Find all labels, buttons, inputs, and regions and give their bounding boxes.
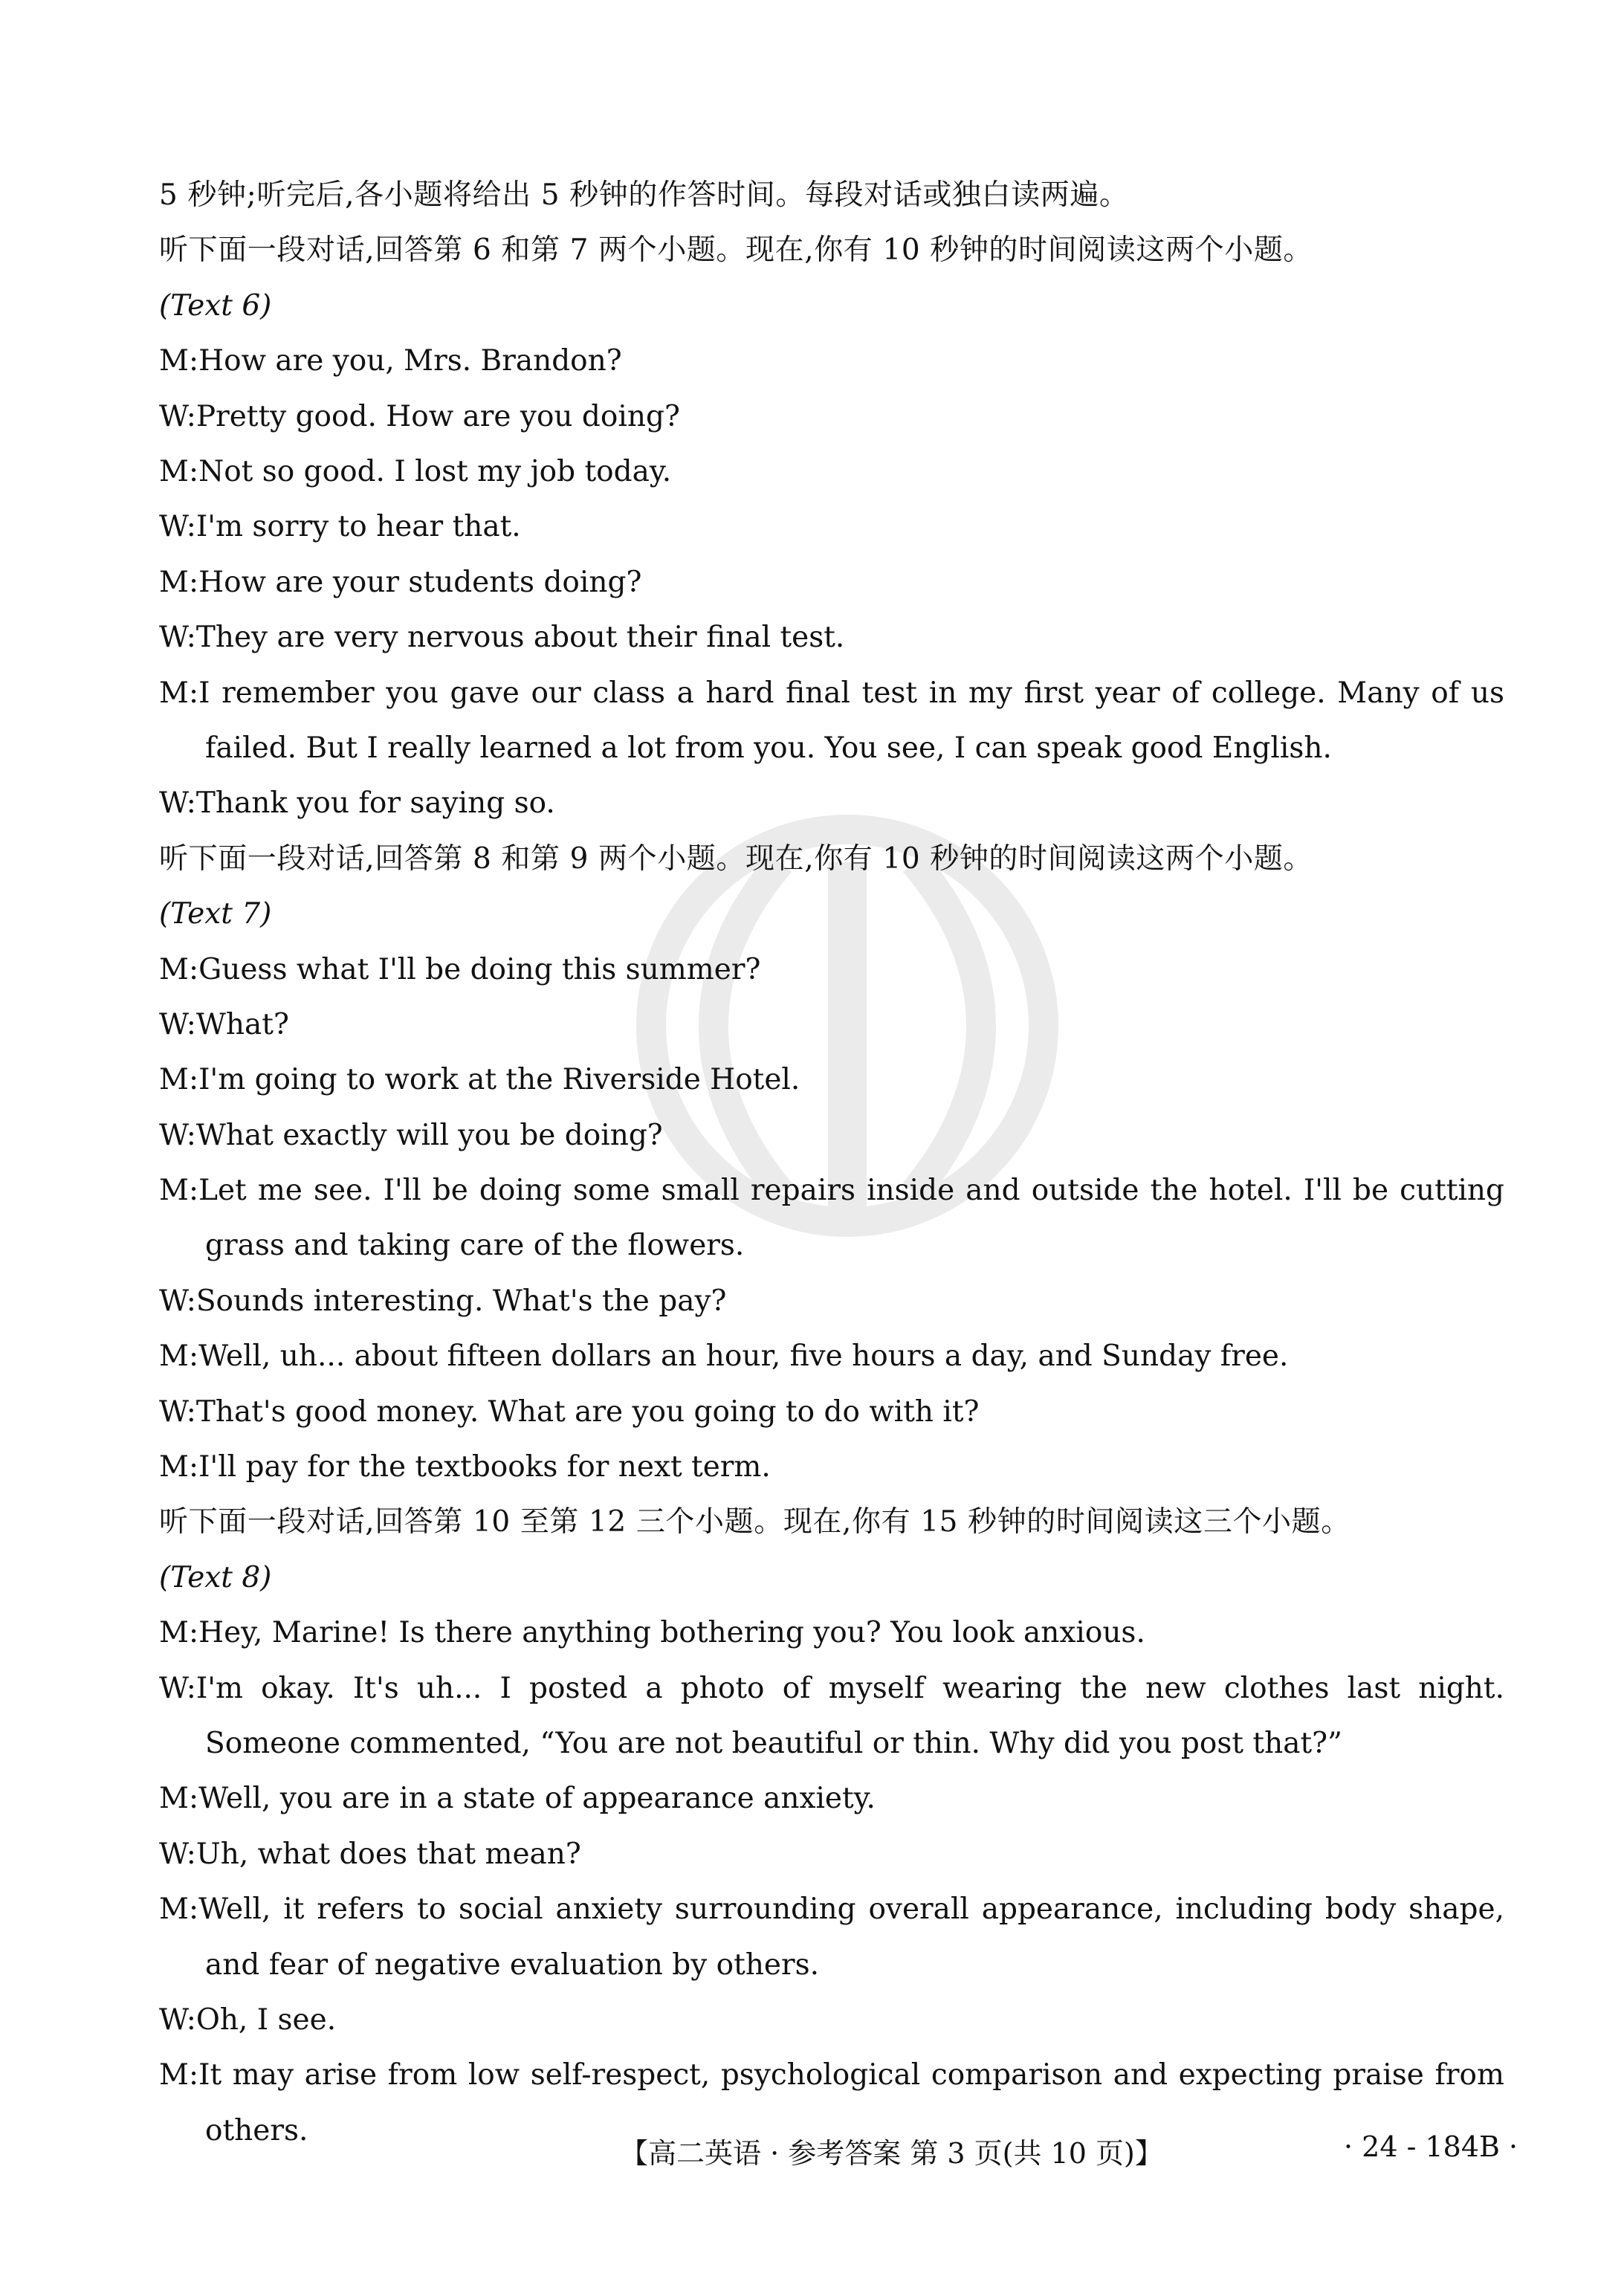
speaker-colon: : [188, 676, 199, 710]
dialogue-text: I remember you gave our class a hard final test in my first year of college. Many of us failed. But I really learned a lot from you. You see, I can speak good English. [198, 676, 1504, 765]
speaker-label: M [159, 344, 189, 378]
dialogue-text: That's good money. What are you going to do with it? [195, 1394, 980, 1429]
speaker-label: M [159, 952, 189, 986]
instruction-text: 5 秒钟;听完后,各小题将给出 5 秒钟的作答时间。每段对话或独白读两遍。 [159, 178, 1129, 212]
speaker-colon: : [186, 1671, 196, 1705]
dialogue-line [159, 555, 1504, 610]
speaker-colon: : [188, 1450, 199, 1484]
speaker-label: W [159, 1837, 187, 1871]
speaker-colon: : [188, 565, 199, 599]
dialogue-line [159, 390, 1504, 445]
instruction-text: 听下面一段对话,回答第 10 至第 12 三个小题。现在,你有 15 秒钟的时间阅读这三个小题。 [159, 1505, 1350, 1539]
dialogue-text: I'll pay for the textbooks for next term. [198, 1450, 771, 1484]
speaker-label: W [159, 786, 187, 821]
page-footer [0, 2130, 1623, 2190]
instruction-text: 听下面一段对话,回答第 8 和第 9 两个小题。现在,你有 10 秒钟的时间阅读这两个小题。 [159, 841, 1313, 876]
dialogue-text: Oh, I see. [195, 2003, 337, 2037]
transcript-content [159, 168, 1504, 2159]
speaker-label: W [159, 1671, 187, 1705]
instruction-text: 听下面一段对话,回答第 6 和第 7 两个小题。现在,你有 10 秒钟的时间阅读这两个小题。 [159, 233, 1313, 268]
speaker-label: M [159, 1782, 189, 1816]
dialogue-text: Guess what I'll be doing this summer? [198, 952, 761, 986]
speaker-colon: : [186, 1284, 196, 1318]
dialogue-line [159, 1606, 1504, 1661]
dialogue-line [159, 1385, 1504, 1440]
text-title [159, 1551, 1504, 1606]
speaker-colon: : [188, 952, 199, 986]
speaker-colon: : [188, 344, 199, 378]
speaker-colon: : [188, 1339, 199, 1374]
dialogue-text: Well, you are in a state of appearance anxiety. [198, 1782, 876, 1816]
dialogue-text: I'm okay. It's uh... I posted a photo of myself wearing the new clothes last night. Someone commented, “You are not beautiful or thin. Why did you post that?” [195, 1671, 1504, 1761]
speaker-label: W [159, 621, 187, 655]
dialogue-line [159, 776, 1504, 831]
speaker-colon: : [188, 1063, 199, 1097]
speaker-label: W [159, 1284, 187, 1318]
dialogue-line [159, 998, 1504, 1053]
dialogue-text: Thank you for saying so. [195, 786, 555, 821]
dialogue-line [159, 334, 1504, 389]
speaker-colon: : [186, 1007, 196, 1041]
dialogue-text: Well, uh... about fifteen dollars an hour, five hours a day, and Sunday free. [198, 1339, 1289, 1374]
dialogue-line [159, 1771, 1504, 1826]
speaker-colon: : [188, 1782, 199, 1816]
dialogue-line [159, 1108, 1504, 1163]
speaker-label: M [159, 1450, 189, 1484]
speaker-label: M [159, 676, 189, 710]
dialogue-line [159, 943, 1504, 998]
dialogue-line [159, 610, 1504, 665]
dialogue-text: I'm going to work at the Riverside Hotel. [198, 1063, 800, 1097]
dialogue-line [159, 1827, 1504, 1882]
speaker-colon: : [186, 1118, 196, 1152]
footer-page-info: 【高二英语 · 参考答案 第 3 页(共 10 页)】 [620, 2137, 1163, 2170]
dialogue-text: I'm sorry to hear that. [195, 510, 521, 544]
speaker-label: M [159, 454, 189, 488]
speaker-colon: : [188, 2058, 199, 2092]
speaker-colon: : [186, 1837, 196, 1871]
dialogue-text: It may arise from low self-respect, psychological comparison and expecting praise from others. [198, 2058, 1504, 2147]
speaker-label: W [159, 1394, 187, 1429]
dialogue-line [159, 1053, 1504, 1108]
speaker-label: M [159, 1339, 189, 1374]
dialogue-line [159, 1440, 1504, 1495]
speaker-label: W [159, 510, 187, 544]
speaker-label: M [159, 565, 189, 599]
text-title-label: (Text 6) [159, 288, 272, 323]
dialogue-line [159, 1329, 1504, 1384]
dialogue-text: Not so good. I lost my job today. [198, 454, 672, 488]
section-instruction [159, 168, 1504, 223]
speaker-label: W [159, 1118, 187, 1152]
text-title [159, 279, 1504, 334]
speaker-colon: : [188, 454, 199, 488]
speaker-label: M [159, 1063, 189, 1097]
dialogue-line [159, 1661, 1504, 1772]
speaker-colon: : [188, 1616, 199, 1650]
dialogue-text: Uh, what does that mean? [195, 1837, 581, 1871]
dialogue-line [159, 1163, 1504, 1274]
speaker-label: M [159, 2058, 189, 2092]
dialogue-text: What? [195, 1007, 289, 1041]
dialogue-text: Hey, Marine! Is there anything bothering you? You look anxious. [198, 1616, 1145, 1650]
section-instruction [159, 832, 1504, 887]
dialogue-text: Well, it refers to social anxiety surrounding overall appearance, including body shape, and fear of negative evaluation by others. [198, 1892, 1504, 1982]
footer-doc-code: · 24 - 184B · [1344, 2130, 1518, 2163]
speaker-label: W [159, 399, 187, 433]
speaker-label: M [159, 1892, 189, 1927]
speaker-colon: : [186, 2003, 196, 2037]
dialogue-text: How are you, Mrs. Brandon? [198, 344, 622, 378]
speaker-colon: : [188, 1174, 199, 1208]
dialogue-line [159, 666, 1504, 777]
dialogue-line [159, 500, 1504, 555]
speaker-label: M [159, 1616, 189, 1650]
dialogue-line [159, 1993, 1504, 2048]
dialogue-line [159, 1882, 1504, 1993]
text-title-label: (Text 8) [159, 1560, 272, 1594]
speaker-label: W [159, 1007, 187, 1041]
text-title-label: (Text 7) [159, 897, 272, 931]
dialogue-line [159, 1274, 1504, 1329]
dialogue-text: Sounds interesting. What's the pay? [195, 1284, 727, 1318]
speaker-colon: : [188, 1892, 199, 1927]
dialogue-text: They are very nervous about their final test. [195, 621, 845, 655]
speaker-colon: : [186, 786, 196, 821]
speaker-label: W [159, 2003, 187, 2037]
dialogue-text: Pretty good. How are you doing? [195, 399, 680, 433]
section-instruction [159, 1495, 1504, 1550]
speaker-label: M [159, 1174, 189, 1208]
dialogue-line [159, 445, 1504, 500]
speaker-colon: : [186, 510, 196, 544]
dialogue-text: What exactly will you be doing? [195, 1118, 663, 1152]
speaker-colon: : [186, 399, 196, 433]
speaker-colon: : [186, 621, 196, 655]
speaker-colon: : [186, 1394, 196, 1429]
section-instruction [159, 223, 1504, 278]
dialogue-text: Let me see. I'll be doing some small repairs inside and outside the hotel. I'll be cutting grass and taking care of the flowers. [198, 1174, 1504, 1263]
text-title [159, 887, 1504, 942]
dialogue-text: How are your students doing? [198, 565, 642, 599]
